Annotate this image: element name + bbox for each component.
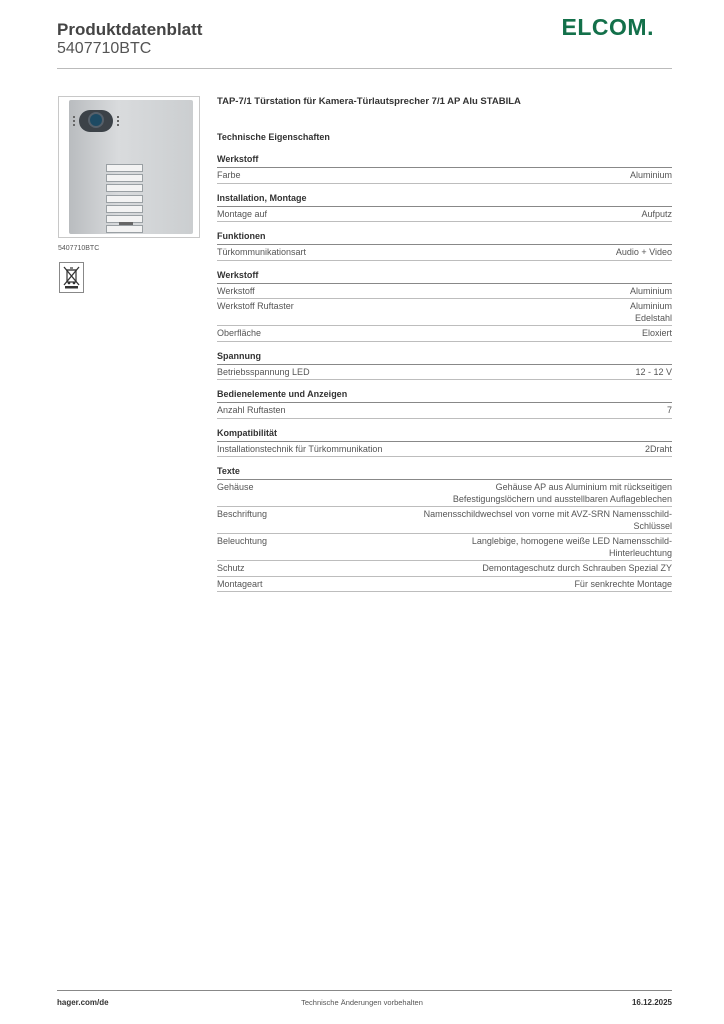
spec-group-title: Kompatibilität [217, 428, 672, 442]
spec-key: Betriebsspannung LED [217, 366, 310, 377]
spec-row [217, 326, 672, 342]
spec-row [217, 168, 672, 184]
spec-key: Beleuchtung [217, 536, 268, 546]
spec-key: Gehäuse [217, 482, 254, 492]
spec-group-title: Bedienelemente und Anzeigen [217, 389, 672, 403]
footer-date: 16.12.2025 [631, 998, 672, 1007]
call-key [106, 164, 143, 172]
spec-group [217, 270, 672, 342]
call-key [106, 195, 143, 203]
spec-key: Werkstoff [217, 285, 255, 296]
spec-key: Montage auf [217, 208, 268, 219]
spec-group [217, 193, 672, 223]
footer-divider [57, 990, 672, 991]
spec-key: Beschriftung [217, 509, 268, 519]
speaker-right-icon [117, 116, 127, 126]
tech-heading: Technische Eigenschaften [217, 132, 330, 142]
spec-value: 2Draht [644, 443, 672, 454]
call-key [106, 184, 143, 192]
product-code: 5407710BTC [57, 40, 152, 57]
spec-group-title: Werkstoff [217, 154, 672, 168]
spec-value: Aufputz [641, 208, 672, 219]
plate-logo [119, 222, 133, 225]
spec-value: Langlebige, homogene weiße LED Namensschild- Hinterleuchtung [471, 536, 672, 558]
spec-row [217, 207, 672, 223]
spec-row [217, 284, 672, 300]
spec-group-title: Installation, Montage [217, 193, 672, 207]
spec-value: Gehäuse AP aus Aluminium mit rückseitigen Befestigungslöchern und ausstellbaren Auflageblechen [452, 482, 672, 504]
brand-logo: ELCOM. [561, 14, 654, 40]
spec-key: Installationstechnik für Türkommunikation [217, 443, 383, 454]
spec-group [217, 154, 672, 184]
spec-key: Oberfläche [217, 328, 262, 338]
spec-group [217, 428, 672, 458]
footer-disclaimer: Technische Änderungen vorbehalten [301, 998, 423, 1007]
header-title: Produktdatenblatt [57, 20, 203, 39]
spec-content [217, 96, 672, 592]
spec-value: Audio + Video [615, 247, 672, 257]
spec-row [217, 245, 672, 261]
weee-crossed-bin-icon [59, 262, 84, 293]
spec-groups [217, 154, 672, 592]
spec-row [217, 534, 672, 561]
spec-key: Schutz [217, 563, 245, 573]
spec-group-title: Texte [217, 466, 672, 480]
spec-key: Türkommunikationsart [217, 247, 307, 257]
spec-key: Anzahl Ruftasten [217, 405, 286, 415]
spec-value: Für senkrechte Montage [574, 578, 672, 589]
header-divider [57, 68, 672, 69]
spec-value: Aluminium [629, 170, 672, 180]
spec-row [217, 561, 672, 577]
spec-value: Aluminium [629, 285, 672, 296]
spec-group-title: Funktionen [217, 231, 672, 245]
call-key [106, 225, 143, 233]
spec-value: 12 - 12 V [635, 366, 672, 377]
spec-value: Namensschildwechsel von vorne mit AVZ-SRN Namensschild- Schlüssel [423, 509, 672, 531]
spec-row [217, 299, 672, 326]
spec-value: Aluminium Edelstahl [629, 301, 672, 323]
spec-row [217, 365, 672, 381]
spec-group-title: Spannung [217, 351, 672, 365]
spec-group [217, 351, 672, 381]
spec-row [217, 403, 672, 419]
call-key [106, 174, 143, 182]
spec-group [217, 389, 672, 419]
spec-row [217, 577, 672, 593]
spec-key: Farbe [217, 170, 241, 180]
spec-group [217, 231, 672, 261]
spec-row [217, 507, 672, 534]
spec-group [217, 466, 672, 592]
spec-value: 7 [666, 405, 672, 415]
door-station-plate [69, 100, 193, 234]
image-caption: 5407710BTC [58, 245, 100, 252]
spec-row [217, 480, 672, 507]
camera-icon [79, 110, 113, 132]
spec-key: Werkstoff Ruftaster [217, 301, 294, 311]
spec-value: Demontageschutz durch Schrauben Spezial ZY [482, 563, 672, 573]
product-title: TAP-7/1 Türstation für Kamera-Türlautsprecher 7/1 AP Alu STABILA [217, 96, 521, 107]
spec-key: Montageart [217, 578, 263, 589]
product-image [58, 96, 200, 238]
call-key [106, 205, 143, 213]
spec-group-title: Werkstoff [217, 270, 672, 284]
spec-value: Eloxiert [641, 328, 672, 338]
spec-row [217, 442, 672, 458]
footer-website: hager.com/de [57, 998, 109, 1007]
